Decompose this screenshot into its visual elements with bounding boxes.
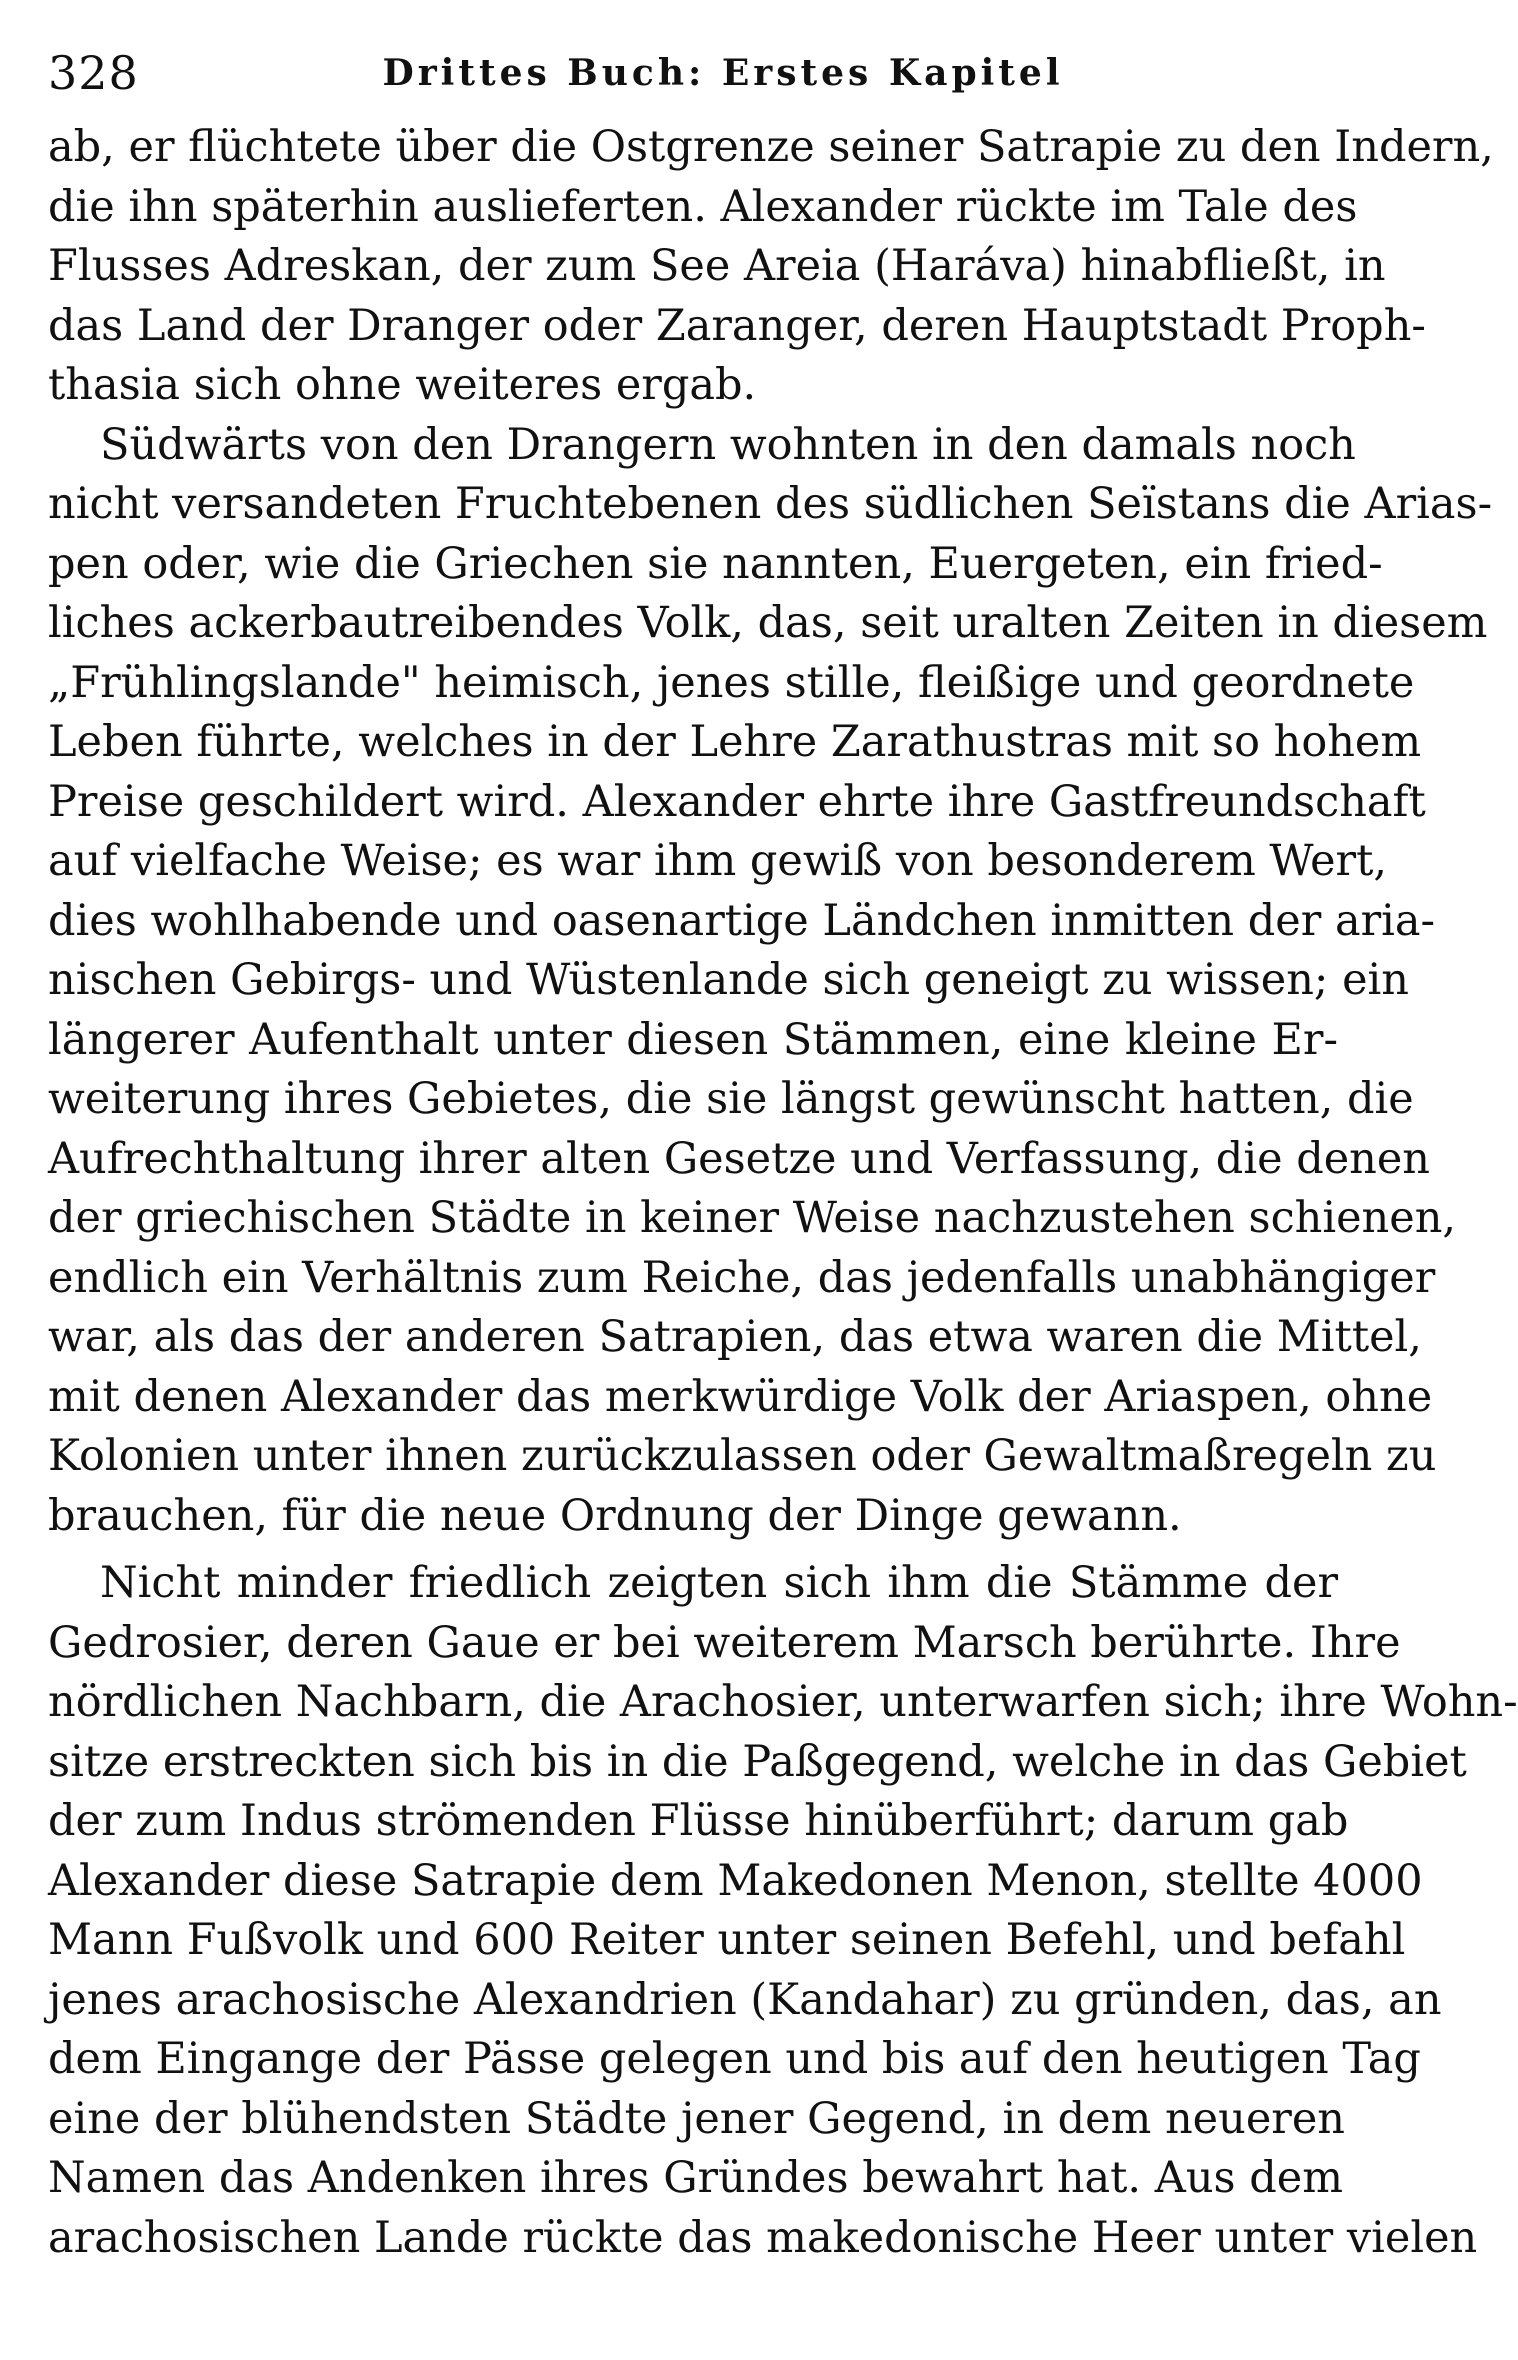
paragraph: [48, 416, 1493, 1547]
text-line: endlich ein Verhältnis zum Reiche, das jedenfalls unabhängiger: [48, 1252, 1436, 1303]
text-line: das Land der Dranger oder Zaranger, deren Hauptstadt Proph-: [48, 300, 1426, 351]
text-line: nördlichen Nachbarn, die Arachosier, unterwarfen sich; ihre Wohn-: [48, 1677, 1518, 1727]
text-line: brauchen, für die neue Ordnung der Dinge gewann.: [48, 1490, 1182, 1541]
text-line: Aufrechthaltung ihrer alten Gesetze und Verfassung, die denen: [48, 1133, 1431, 1184]
text-line: liches ackerbautreibendes Volk, das, seit uralten Zeiten in diesem: [48, 598, 1488, 648]
text-line: Nicht minder friedlich zeigten sich ihm die Stämme der: [100, 1558, 1338, 1608]
text-line: pen oder, wie die Griechen sie nannten, Euergeten, ein fried-: [48, 538, 1383, 589]
text-line: ab, er flüchtete über die Ostgrenze seiner Satrapie zu den Indern,: [48, 122, 1494, 172]
paragraph: [48, 118, 1494, 416]
text-line: mit denen Alexander das merkwürdige Volk der Ariaspen, ohne: [48, 1371, 1433, 1422]
paragraph-gap: [48, 1546, 1338, 1554]
text-line: Namen das Andenken ihres Gründes bewahrt hat. Aus dem: [48, 2153, 1343, 2203]
text-line: Flusses Adreskan, der zum See Areia (Haráva) hinabfließt, in: [48, 241, 1386, 291]
text-line: die ihn späterhin auslieferten. Alexander rückte im Tale des: [48, 181, 1358, 232]
text-line: weiterung ihres Gebietes, die sie längst gewünscht hatten, die: [48, 1074, 1414, 1124]
running-head: [48, 38, 1338, 108]
text-line: längerer Aufenthalt unter diesen Stämmen, eine kleine Er-: [48, 1014, 1338, 1065]
text-line: der zum Indus strömenden Flüsse hinüberführt; darum gab: [48, 1796, 1349, 1846]
text-line: Alexander diese Satrapie dem Makedonen Menon, stellte 4000: [48, 1855, 1423, 1906]
text-line: thasia sich ohne weiteres ergab.: [48, 360, 757, 410]
paragraph: [48, 1554, 1518, 2268]
text-line: Leben führte, welches in der Lehre Zarathustras mit so hohem: [48, 717, 1422, 767]
text-line: nischen Gebirgs- und Wüstenlande sich geneigt zu wissen; ein: [48, 955, 1409, 1005]
text-line: Südwärts von den Drangern wohnten in den damals noch: [100, 419, 1356, 470]
text-line: Preise geschildert wird. Alexander ehrte ihre Gastfreundschaft: [48, 776, 1426, 827]
text-line: arachosischen Lande rückte das makedonische Heer unter vielen: [48, 2212, 1478, 2263]
text-line: dies wohlhabende und oasenartige Ländchen inmitten der aria-: [48, 895, 1436, 946]
chapter-title: Drittes Buch: Erstes Kapitel: [382, 52, 1064, 94]
text-line: Mann Fußvolk und 600 Reiter unter seinen Befehl, und befahl: [48, 1915, 1406, 1965]
page-number: 328: [48, 46, 139, 100]
text-line: Kolonien unter ihnen zurückzulassen oder Gewaltmaßregeln zu: [48, 1431, 1437, 1481]
body-text: [48, 118, 1518, 2268]
text-line: Gedrosier, deren Gaue er bei weiterem Marsch berührte. Ihre: [48, 1617, 1401, 1668]
text-line: sitze erstreckten sich bis in die Paßgegend, welche in das Gebiet: [48, 1736, 1467, 1787]
text-line: „Frühlingslande" heimisch, jenes stille, fleißige und geordnete: [48, 657, 1415, 708]
text-line: der griechischen Städte in keiner Weise nachzustehen schienen,: [48, 1193, 1457, 1243]
text-line: jenes arachosische Alexandrien (Kandahar) zu gründen, das, an: [48, 1974, 1442, 2025]
text-line: nicht versandeten Fruchtebenen des südlichen Seïstans die Arias-: [48, 479, 1493, 529]
text-line: war, als das der anderen Satrapien, das etwa waren die Mittel,: [48, 1312, 1422, 1362]
text-line: eine der blühendsten Städte jener Gegend, in dem neueren: [48, 2093, 1345, 2144]
text-line: auf vielfache Weise; es war ihm gewiß von besonderem Wert,: [48, 836, 1388, 886]
text-line: dem Eingange der Pässe gelegen und bis auf den heutigen Tag: [48, 2034, 1421, 2084]
